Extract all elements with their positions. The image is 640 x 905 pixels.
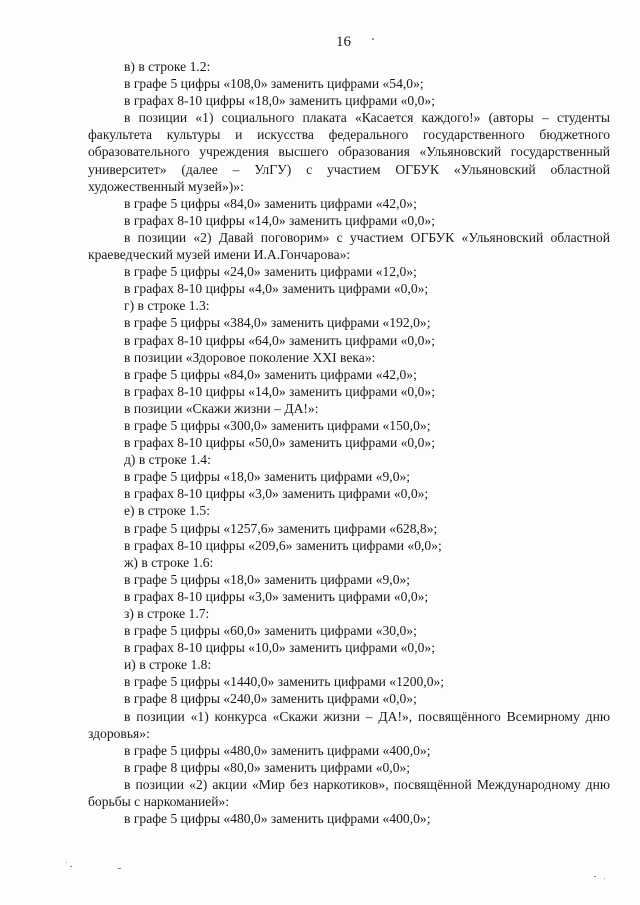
document-body [88, 58, 610, 827]
scan-speck [594, 876, 596, 877]
paragraph: в графах 8-10 цифры «50,0» заменить цифрами «0,0»; [124, 435, 435, 451]
paragraph: в графах 8-10 цифры «14,0» заменить цифрами «0,0»; [124, 212, 435, 228]
paragraph: е) в строке 1.5: [124, 503, 210, 519]
paragraph: в графах 8-10 цифры «4,0» заменить цифрами «0,0»; [124, 281, 429, 297]
paragraph: в графах 8-10 цифры «18,0» заменить цифрами «0,0»; [124, 93, 435, 109]
paragraph: д) в строке 1.4: [124, 452, 211, 468]
paragraph: в графе 5 цифры «1257,6» заменить цифрами «628,8»; [124, 520, 438, 536]
page-number: 16 [336, 34, 351, 50]
scan-speck [118, 868, 121, 869]
paragraph: в графе 8 цифры «80,0» заменить цифрами «0,0»; [124, 759, 411, 775]
paragraph: в графах 8-10 цифры «64,0» заменить цифрами «0,0»; [124, 332, 435, 348]
paragraph: в графе 5 цифры «18,0» заменить цифрами «9,0»; [124, 469, 411, 485]
paragraph: ж) в строке 1.6: [124, 554, 214, 570]
paragraph: в графе 5 цифры «60,0» заменить цифрами «30,0»; [124, 623, 417, 639]
paragraph: в графе 5 цифры «1440,0» заменить цифрами «1200,0»; [124, 674, 445, 690]
paragraph: в графе 5 цифры «480,0» заменить цифрами «400,0»; [124, 742, 431, 758]
paragraph: в графах 8-10 цифры «3,0» заменить цифрами «0,0»; [124, 588, 429, 604]
paragraph: в графе 5 цифры «18,0» заменить цифрами «9,0»; [124, 571, 411, 587]
scan-speck [70, 866, 72, 867]
paragraph: в позиции «1) социального плаката «Касается каждого!» (авторы – студенты факультета культуры и искусства федерального государственного бюджетного образовательного учреждения высшего образования «Ульяновский государственный университет» (далее – УлГУ) с участием ОГБУК «Ульяновский областной художественный музей»)»: [88, 110, 610, 194]
scan-speck [604, 878, 605, 879]
scan-speck [372, 38, 374, 40]
paragraph: в позиции «2) Давай поговорим» с участием ОГБУК «Ульяновский областной краеведческий музей имени И.А.Гончарова»: [88, 229, 610, 263]
paragraph: в позиции «2) акции «Мир без наркотиков», посвящённой Международному дню борьбы с наркоманией»: [88, 776, 610, 810]
paragraph: в графах 8-10 цифры «10,0» заменить цифрами «0,0»; [124, 640, 435, 656]
paragraph: в позиции «Скажи жизни – ДА!»: [124, 400, 319, 416]
paragraph: в графе 5 цифры «300,0» заменить цифрами «150,0»; [124, 417, 431, 433]
paragraph: в графах 8-10 цифры «209,6» заменить цифрами «0,0»; [124, 537, 442, 553]
paragraph: в графе 8 цифры «240,0» заменить цифрами «0,0»; [124, 691, 417, 707]
paragraph: г) в строке 1.3: [124, 298, 210, 314]
paragraph: в графе 5 цифры «480,0» заменить цифрами «400,0»; [124, 811, 431, 827]
paragraph: в графе 5 цифры «384,0» заменить цифрами «192,0»; [124, 315, 431, 331]
paragraph: в позиции «1) конкурса «Скажи жизни – ДА!», посвящённого Всемирному дню здоровья»: [88, 708, 610, 741]
paragraph: в графе 5 цифры «84,0» заменить цифрами «42,0»; [124, 366, 417, 382]
paragraph: з) в строке 1.7: [124, 606, 210, 621]
paragraph: и) в строке 1.8: [124, 657, 212, 673]
paragraph: в) в строке 1.2: [124, 59, 211, 74]
paragraph: в графах 8-10 цифры «3,0» заменить цифрами «0,0»; [124, 486, 429, 502]
paragraph: в графе 5 цифры «84,0» заменить цифрами «42,0»; [124, 195, 417, 211]
paragraph: в графе 5 цифры «108,0» заменить цифрами «54,0»; [124, 76, 424, 92]
paragraph: в позиции «Здоровое поколение XXI века»: [124, 349, 376, 365]
paragraph: в графе 5 цифры «24,0» заменить цифрами «12,0»; [124, 264, 417, 280]
scan-speck [66, 862, 67, 863]
paragraph: в графах 8-10 цифры «14,0» заменить цифрами «0,0»; [124, 383, 435, 399]
